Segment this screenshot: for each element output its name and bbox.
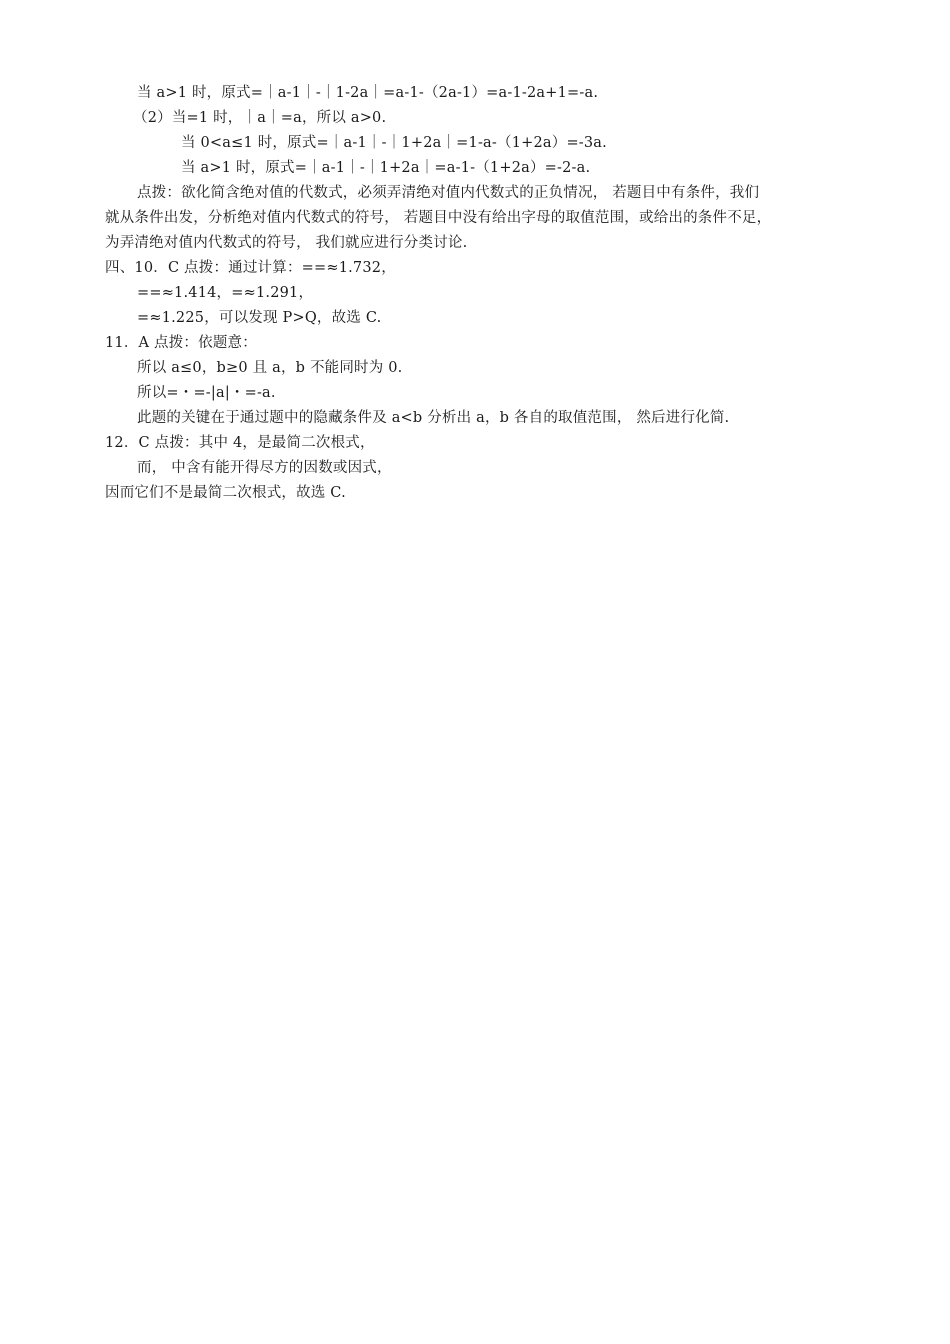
text-line: 12．C 点拨：其中 4，是最简二次根式， xyxy=(105,435,375,451)
text-line: 四、10．C 点拨：通过计算：==≈1.732， xyxy=(105,260,396,276)
text-line: =≈1.225，可以发现 P>Q，故选 C. xyxy=(137,310,382,326)
text-line: 当 a>1 时，原式=｜a-1｜-｜1+2a｜=a-1-（1+2a）=-2-a. xyxy=(181,160,591,176)
text-line: 因而它们不是最简二次根式，故选 C. xyxy=(105,485,346,501)
text-line: 当 a>1 时，原式=｜a-1｜-｜1-2a｜=a-1-（2a-1）=a-1-2a+1=-a. xyxy=(137,85,599,101)
text-line: 就从条件出发，分析绝对值内代数式的符号， 若题目中没有给出字母的取值范围，或给出的条件不足， xyxy=(105,210,772,226)
text-line: 所以=・=-|a|・=-a. xyxy=(137,385,276,401)
text-line: （2）当=1 时，｜a｜=a，所以 a>0. xyxy=(133,110,387,126)
text-line: 而， 中含有能开得尽方的因数或因式， xyxy=(137,460,392,476)
text-line: 点拨：欲化简含绝对值的代数式，必须弄清绝对值内代数式的正负情况， 若题目中有条件，我们 xyxy=(137,185,760,201)
text-line: 11．A 点拨：依题意： xyxy=(105,335,257,351)
text-line: ==≈1.414，=≈1.291， xyxy=(137,285,314,301)
text-line: 为弄清绝对值内代数式的符号， 我们就应进行分类讨论. xyxy=(105,235,468,251)
text-line: 当 0<a≤1 时，原式=｜a-1｜-｜1+2a｜=1-a-（1+2a）=-3a. xyxy=(181,135,607,151)
text-line: 此题的关键在于通过题中的隐藏条件及 a<b 分析出 a，b 各自的取值范围， 然后进行化简. xyxy=(137,410,730,426)
text-line: 所以 a≤0，b≥0 且 a，b 不能同时为 0. xyxy=(137,360,403,376)
